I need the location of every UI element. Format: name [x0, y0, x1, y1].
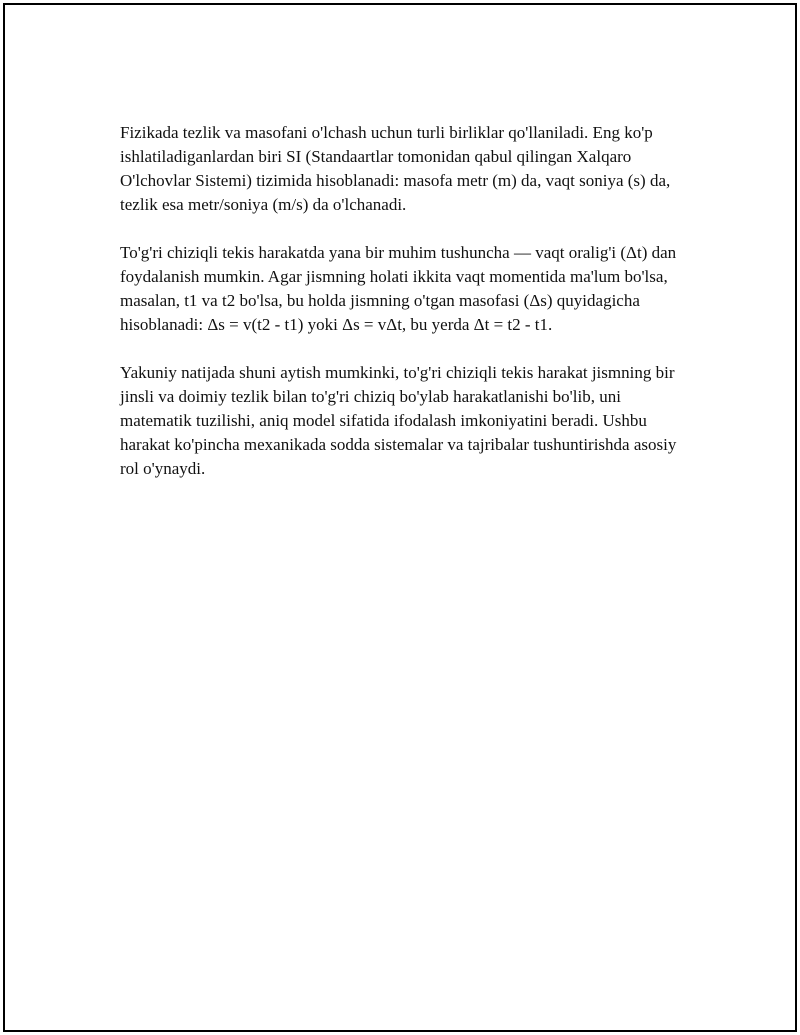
paragraph-conclusion: Yakuniy natijada shuni aytish mumkinki, to'g'ri chiziqli tekis harakat jismning bir jinsli va doimiy tezlik bilan to'g'ri chiziq bo'ylab harakatlanishi bo'lib, uni matematik tuzilishi, aniq model sifatida ifodalash imkoniyatini beradi. Ushbu harakat ko'pincha mexanikada sodda sistemalar va tajribalar tushuntirishda asosiy rol o'ynaydi.	[120, 363, 677, 478]
paragraph-time-interval: To'g'ri chiziqli tekis harakatda yana bir muhim tushuncha — vaqt oralig'i (Δt) dan foydalanish mumkin. Agar jismning holati ikkita vaqt momentida ma'lum bo'lsa, masalan, t1 va t2 bo'lsa, bu holda jismning o'tgan masofasi (Δs) quyidagicha hisoblanadi: Δs = v(t2 - t1) yoki Δs = vΔt, bu yerda Δt = t2 - t1.	[120, 243, 677, 334]
document-page	[3, 3, 797, 1032]
paragraph-si-units: Fizikada tezlik va masofani o'lchash uchun turli birliklar qo'llaniladi. Eng ko'p ishlatiladiganlardan biri SI (Standaartlar tomonidan qabul qilingan Xalqaro O'lchovlar Sistemi) tizimida hisoblanadi: masofa metr (m) da, vaqt soniya (s) da, tezlik esa metr/soniya (m/s) da o'lchanadi.	[120, 123, 671, 214]
document-body	[120, 121, 692, 505]
